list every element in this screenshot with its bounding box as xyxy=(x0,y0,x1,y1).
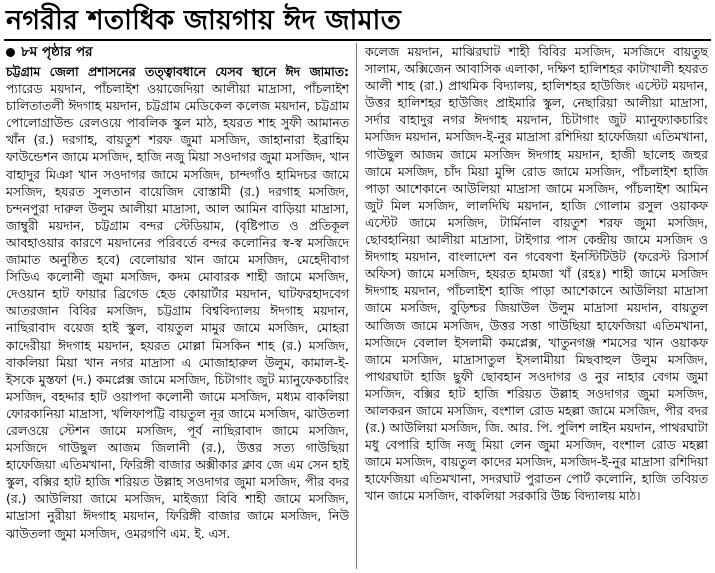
article-paragraph-left xyxy=(6,63,349,542)
continued-from-label: ৮ম পৃষ্ঠার পর xyxy=(21,44,93,60)
article-paragraph-right: কলেজ ময়দান, মাঝিরঘাট শাহী বিবির মসজিদ, মসজিদে বায়তুছ সালাম, অক্সিজেন আবাসিক এলাকা, দক্ষিণ হালিশহর কাটাখালী হযরত আলী শাহ (রা.) প্রাথমিক বিদ্যালয়, হালিশহর হাউজিং এস্টেট ময়দান, উত্তর হালিশহর হাউজিং প্রাইমারি স্কুল, নেছারিয়া আলীয়া মাদ্রাসা, সর্দার বাহাদুর নগর ঈদগাহ ময়দান, চিটাগাং জুট ম্যানুফ্যাকচারিং মসজিদ ময়দান, মসজিদ-ই-নুর মাদ্রাসা রশিদিয়া হাফেজিয়া এতিমখানা, গাউছুল আজম জামে মসজিদ ঈদগাহ ময়দান, হাজী ছালেহ জহুর জামে মসজিদ, চাঁদ মিয়া মুন্সি রোড জামে মসজিদ, পাঁচলাইশ হাজি পাড়া আশেকানে আউলিয়া মাদ্রাসা জামে মসজিদ, পাঁচলাইশ আমিন জুট মিল মসজিদ, লালদিঘি ময়দান, হাজি গোলাম রসুল ওয়াকফ এস্টেট জামে মসজিদ, টার্মিনাল বায়তুশ শরফ জুমা মসজিদ, ছোবহানিয়া আলীয়া মাদ্রাসা, টাইগার পাস কেন্দ্রীয় জামে মসজিদ ও ঈদগাহ ময়দান, বাংলাদেশ বন গবেষণা ইনস্টিটিউট (ফরেস্ট রিসার্স অফিস) জামে মসজিদ, হযরত হামজা খাঁ (রহঃ) শাহী জামে মসজিদ ঈদগাহ ময়দান, পাঁচলাইশ হাজি পাড়া আশেকানে আউলিয়া মাদ্রাসা জামে মসজিদ, বুড়িশ্চর জিয়াউল উলুম মাদ্রাসা ময়দান, বায়তুল আজিজ জামে মসজিদ, উত্তর সত্তা গাউছিয়া হাফেজিয়া এতিমখানা, মসজিদে বেলাল ইসলামী কমপ্লেক্স, খাতুনগঞ্জ শমসের খান ওয়াকফ জামে মসজিদ, মাদ্রাসাতুল ইসলামীয়া মিছবাহুল উলুম মসজিদ, পাথরঘাটা হাজি ছুফী ছোবহান সওদাগর ও নুর নাহার বেগম জুমা মসজিদ, বক্সির হাট হাজি শরিয়ত উল্লাহ সওদাগর জুমা মসজিদ, আলকরন জামে মসজিদ, বংশাল রোড মহল্লা জামে মসজিদ, পীর বদর (র.) আউলিয়া মসজিদ, জি. আর. পি. পুলিশ লাইন ময়দান, পাথরঘাটা মধু বেপারি হাজি নজু মিয়া লেন জুমা মসজিদ, বংশাল রোড মহল্লা জামে মসজিদ, বায়তুল কাদের মসজিদ, মসজিদ-ই-নুর মাদ্রাসা রশিদিয়া হাফেজিয়া এতিমখানা, সদরঘাট পুরাতন পোর্ট কলোনি, হাজি তবিয়ত খান জামে মসজিদ, বাকলিয়া সরকারি উচ্চ বিদ্যালয় মাঠ। xyxy=(365,44,708,504)
column-divider xyxy=(356,43,357,569)
continued-from xyxy=(6,43,349,62)
lead-bold-text: চট্টগ্রাম জেলা প্রশাসনের তত্ত্বাবধানে যেসব স্থানে ঈদ জামাত: xyxy=(6,64,349,79)
article-column-left xyxy=(6,43,349,542)
headline: নগরীর শতাধিক জায়গায় ঈদ জামাত xyxy=(6,5,402,36)
headline-rule xyxy=(4,39,711,41)
left-body-text: প্যারেড ময়দান, পাঁচলাইশ ওয়াজেদিয়া আলীয়া মাদ্রাসা, পাঁচলাইশ চালিতাতলী ঈদগাহ ময়দান, চট্টগ্রাম মেডিকেল কলেজ ময়দান, চট্টগ্রাম পোলোগ্রাউন্ড রেলওয়ে পাবলিক স্কুল মাঠ, হযরত শাহ সুফী আমানত খাঁন (র.) দরগাহ, বায়তুশ শরফ জুমা মসজিদ, জাহানারা ইব্রাহিম ফাউন্ডেশন জামে মসজিদ, হাজি নজু মিয়া সওদাগর জুমা মসজিদ, খান বাহাদুর মিঞা খান সওদাগর জামে মসজিদ, চান্দগাঁও হামিদচর জামে মসজিদ, হযরত সুলতান বায়েজিদ বোস্তামী (র.) দরগাহ মসজিদ, চন্দনপুরা দারুল উলুম আলীয়া মাদ্রাসা, আল আমিন বাড়িয়া মাদ্রাসা, জাম্বুরী ময়দান, চট্টগ্রাম বন্দর স্টেডিয়াম, (বৃষ্টিপাত ও প্রতিকূল আবহাওয়ার কারণে ময়দানের পরিবর্তে বন্দর কলোনির স্ব-স্ব মসজিদে জামাত অনুষ্ঠিত হবে) বেলোয়ার খান জামে মসজিদ, মেহেদীবাগ সিডিএ কলোনী জুমা মসজিদ, কদম মোবারক শাহী জামে মসজিদ, দেওয়ান হাট ফায়ার ব্রিগেড হেড কোয়ার্টার ময়দান, ঘাটফরহাদবেগ আতরজান বিবির মসজিদ, চট্টগ্রাম বিশ্ববিদ্যালয় ঈদগাহ ময়দান, নাছিরাবাদ বয়েজ হাই স্কুল, বায়তুল মামুর জামে মসজিদ, মোহরা কাদেরীয়া ঈদগাহ ময়দান, হযরত মোল্লা মিসকিন শাহ (র.) মসজিদ, বাকলিয়া মিয়া খান নগর মাদ্রাসা এ মোজাহারুল উলুম, কামাল-ই-ইসকে মুস্তফা (দ.) কমপ্লেক্স জামে মসজিদ, চিটাগাং জুট ম্যানুফেকচারিং মসজিদ, বহদ্দার হাট ওয়াপদা কলোনী জামে মসজিদ, মধ্যম বাকলিয়া ফোরকানিয়া মাদ্রাসা, খলিফাপট্টি বায়তুল নূর জামে মসজিদ, ঝাউতলা রেলওয়ে স্টেশন জামে মসজিদ, পূর্ব নাছিরাবাদ জামে মসজিদ, মসজিদে গাউছুল আজম জিলানী (র.), উত্তর সত্য গাউছিয়া হাফেজিয়া এতিমখানা, ফিরিঙ্গী বাজার অক্সীকার ক্লাব জে এম সেন হাই স্কুল, বক্সির হাট হাজি শরিয়ত উল্লাহ সওদাগর জুমা মসজিদ, পীর বদর (র.) আউলিয়া জামে মসজিদ, মাইজ্যা বিবি শাহী জামে মসজিদ, মাদ্রাসা নুরীয়া ঈদগাহ ময়দান, ফিরিঙ্গী বাজার জামে মসজিদ, নিউ ঝাউতলা জুমা মসজিদ, ওমরগণি এম. ই. এস. xyxy=(6,81,349,541)
bullet-icon xyxy=(6,48,15,57)
article-column-right xyxy=(365,43,708,505)
